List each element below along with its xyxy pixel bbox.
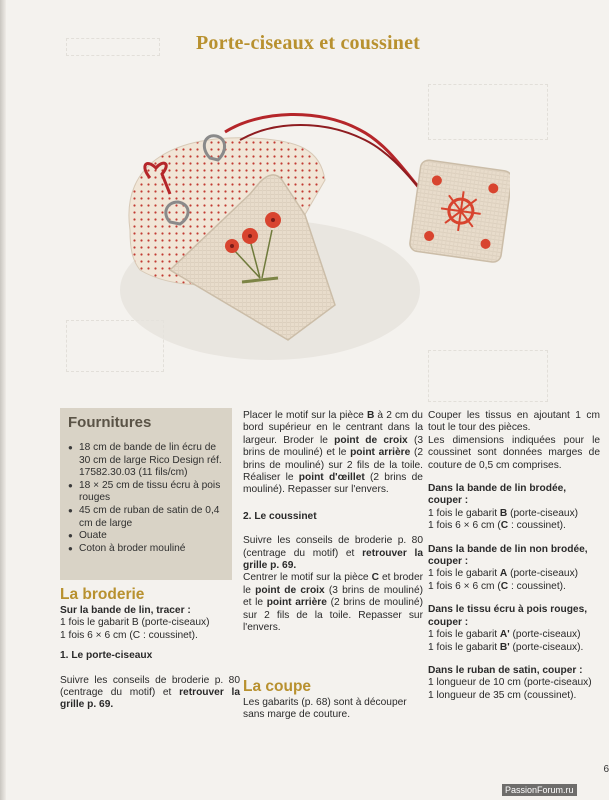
porte-ciseaux-heading: 1. Le porte-ciseaux [60, 650, 153, 662]
fournitures-list [68, 442, 228, 555]
coussinet-text [243, 535, 423, 572]
text-part: point arrière [266, 597, 327, 609]
coupe-heading: La coupe [243, 678, 312, 695]
text-part: (3 brins de mouliné) et le [243, 434, 424, 459]
porte-ciseaux-text [60, 675, 240, 712]
text-part: 1 fois 6 × 6 cm ( [428, 520, 501, 532]
fournitures-item: ● Coton à broder mouliné [68, 543, 228, 556]
coupe-line [428, 581, 600, 593]
coupe-line [428, 642, 600, 654]
porte-ciseaux-grid-ref: retrouver la grille p. 69. [60, 687, 240, 711]
fournitures-item: ● 18 × 25 cm de tissu écru à pois rouges [68, 480, 228, 505]
text-part: point arrière [350, 447, 411, 459]
text-part: Suivre les conseils de broderie p. 80 (centrage du motif) et [243, 535, 423, 559]
text-part: A [499, 568, 508, 580]
coupe-group-heading: Dans la bande de lin brodée, couper : [428, 483, 567, 507]
broderie-line: 1 fois le gabarit B (porte-ciseaux) [60, 617, 210, 629]
fournitures-heading: Fournitures [68, 414, 152, 431]
text-part: (2 brins de mouliné). Repasser sur l'envers. [243, 472, 423, 496]
text-part: 1 fois 6 × 6 cm ( [428, 580, 501, 592]
text-part: 1 fois le gabarit [428, 507, 500, 519]
text-part: C [500, 580, 509, 592]
text-part: (porte-ciseaux) [509, 629, 581, 641]
text-part: 1 longueur de 10 cm (porte-ciseaux) [428, 677, 592, 689]
coupe-line [428, 568, 600, 580]
text-part: : coussinet). [508, 520, 566, 532]
text-part: (2 brins de mouliné) sur 2 fils de la toile. Réaliser le [243, 447, 424, 484]
text-part: C [371, 572, 379, 584]
coussinet-heading: 2. Le coussinet [243, 510, 317, 522]
page-number: 6 [603, 764, 609, 775]
fournitures-item: ● Ouate [68, 530, 228, 543]
coupe-line [428, 520, 600, 532]
coupe-margin-text: Couper les tissus en ajoutant 1 cm tout le tour des pièces. [428, 410, 600, 434]
coupe-dimensions-text: Les dimensions indiquées pour le coussinet sont données marges de couture de 0,5 cm comprises. [428, 434, 600, 471]
flower-center [230, 244, 234, 248]
flower-center [248, 234, 252, 238]
text-part: A' [499, 629, 510, 641]
coupe-group-heading: Dans le ruban de satin, couper : [428, 664, 583, 676]
text-part: 1 longueur de 35 cm (coussinet). [428, 689, 577, 701]
text-part: 1 fois le gabarit [428, 629, 500, 641]
broderie-subheading: Sur la bande de lin, tracer : [60, 605, 191, 616]
text-part: (2 brins de mouliné) sur 2 fils de la toile. Repasser sur l'envers. [243, 597, 423, 634]
coupe-line [428, 508, 600, 520]
text-part: point de croix [334, 434, 408, 446]
text-part: Centrer le motif sur la pièce [243, 572, 372, 584]
page-binding [0, 0, 6, 800]
text-part: B [499, 507, 508, 519]
text-part: point d'œillet [298, 472, 365, 484]
coupe-line [428, 690, 600, 702]
coupe-group-heading: Dans la bande de lin non brodée, couper : [428, 543, 588, 568]
text-part: Placer le motif sur la pièce [243, 410, 367, 421]
flower-center [271, 218, 275, 222]
text-part: (porte-ciseaux). [509, 641, 584, 653]
text-part: C [500, 520, 509, 532]
pincushion [409, 159, 510, 263]
coupe-group-heading: Dans le tissu écru à pois rouges, couper : [428, 604, 588, 628]
coussinet-instructions [243, 572, 423, 634]
text-part: : coussinet). [508, 580, 566, 592]
text-part: 1 fois le gabarit [428, 568, 500, 580]
product-photo [110, 90, 510, 390]
fournitures-item: ● 45 cm de ruban de satin de 0,4 cm de large [68, 505, 228, 530]
text-part: point de croix [255, 584, 325, 596]
text-part: (porte-ciseaux) [507, 568, 579, 580]
broderie-col2 [243, 410, 423, 635]
coupe-col3 [428, 410, 600, 702]
watermark: PassionForum.ru [502, 784, 577, 796]
porte-ciseaux-text-part: Suivre les conseils de broderie p. 80 (centrage du motif) et [60, 674, 240, 699]
text-part: retrouver la grille p. 69. [243, 547, 423, 572]
text-part: (porte-ciseaux) [507, 507, 579, 519]
text-part: à 2 cm du bord supérieur en le centrant dans la largeur. Broder le [243, 410, 423, 446]
coupe-line [428, 677, 600, 689]
porte-ciseaux-instructions [243, 410, 423, 497]
text-part: (3 brins de mouliné) et le [243, 584, 423, 609]
text-part: B [366, 410, 375, 421]
broderie-heading: La broderie [60, 586, 145, 603]
show-through-box [66, 38, 160, 56]
broderie-line: 1 fois 6 × 6 cm (C : coussinet). [60, 629, 198, 641]
coupe-line [428, 629, 600, 641]
coupe-intro: Les gabarits (p. 68) sont à découper sans marge de couture. [243, 697, 407, 721]
text-part: et broder le [243, 572, 423, 596]
text-part: B' [499, 641, 510, 653]
broderie-col1 [60, 605, 240, 712]
text-part: 1 fois le gabarit [428, 641, 500, 653]
fournitures-box [60, 408, 232, 580]
fournitures-item: ● 18 cm de bande de lin écru de 30 cm de large Rico Design réf. 17582.30.03 (11 fils/cm) [68, 442, 228, 480]
page-title: Porte-ciseaux et coussinet [196, 32, 421, 54]
